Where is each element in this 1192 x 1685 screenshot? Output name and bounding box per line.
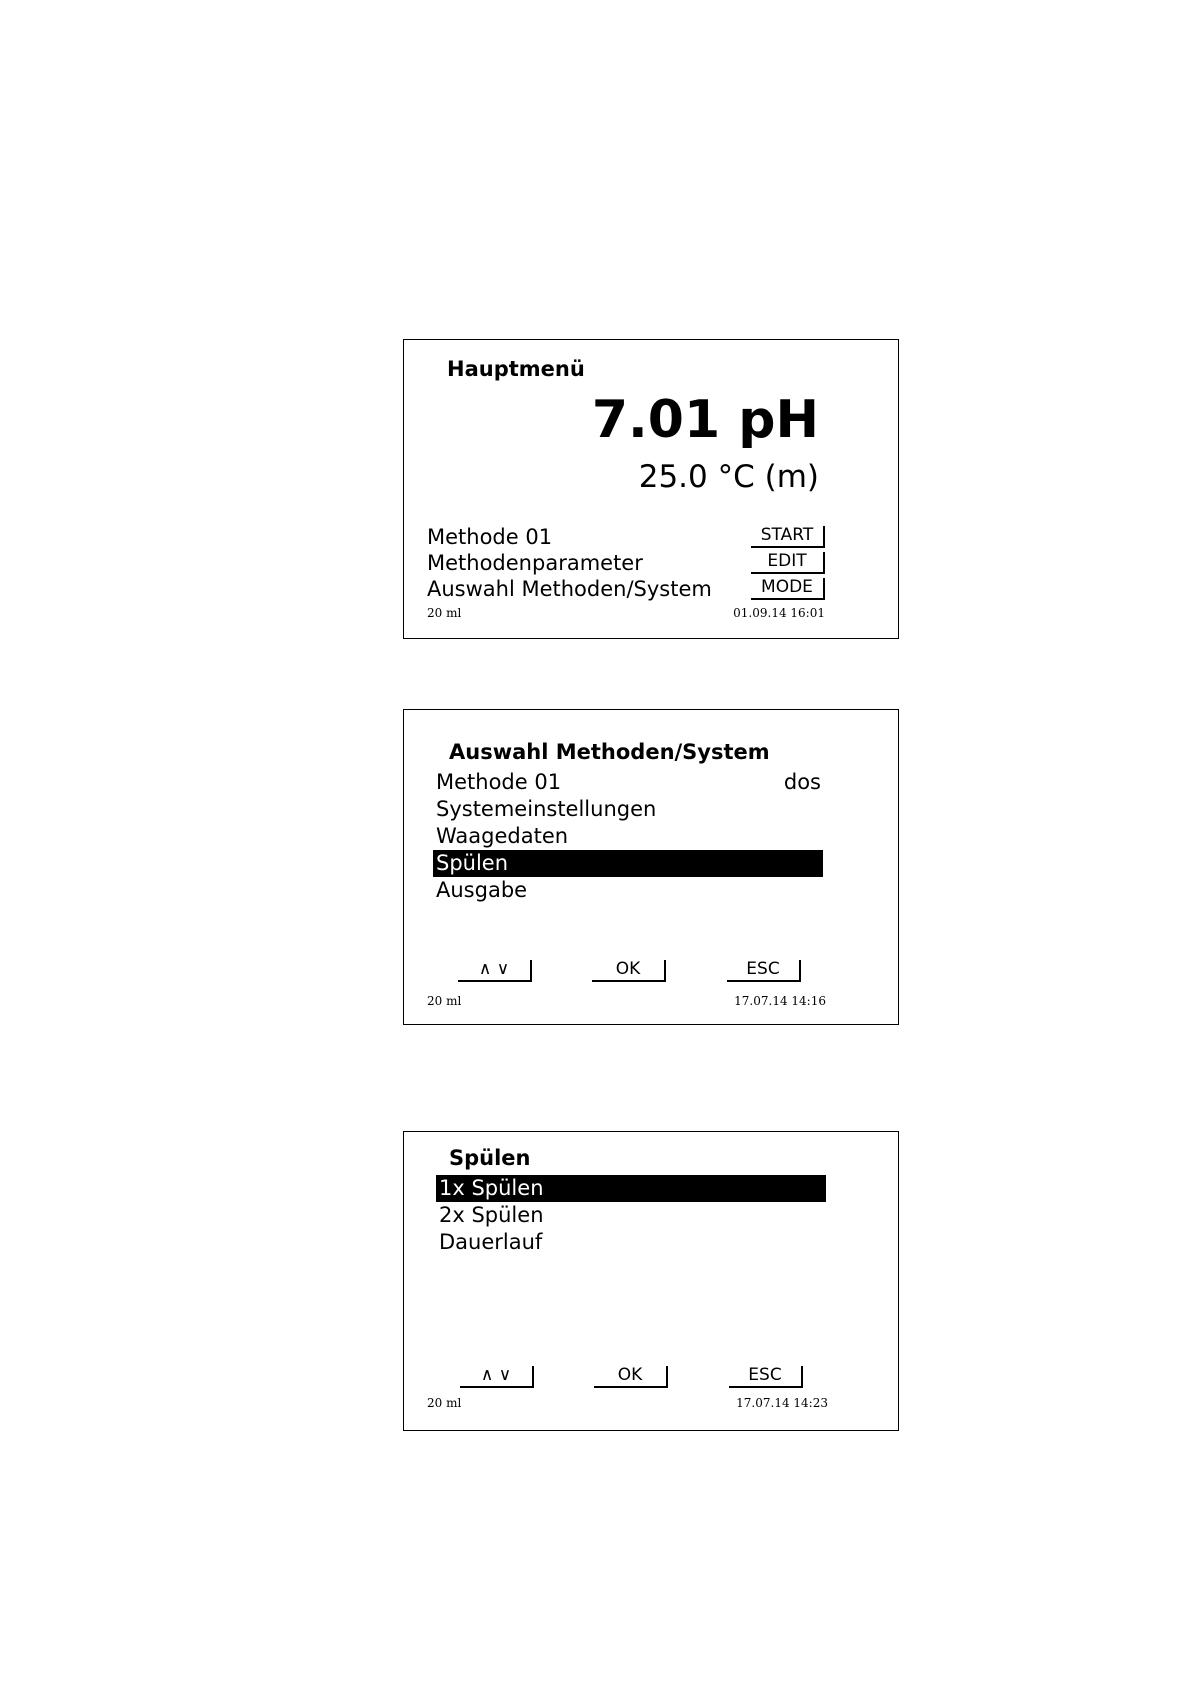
menu-item-rinse[interactable]: Spülen — [433, 850, 823, 877]
ph-reading: 7.01 pH — [591, 390, 819, 450]
method-select-screen — [403, 709, 899, 1025]
ok-button[interactable]: OK — [594, 1366, 668, 1388]
up-down-button[interactable]: ∧ ∨ — [460, 1366, 534, 1388]
menu-item-rinse-once[interactable]: 1x Spülen — [436, 1175, 826, 1202]
screen-title: Auswahl Methoden/System — [449, 740, 770, 764]
method-system-selection-label: Auswahl Methoden/System — [427, 577, 712, 601]
burette-volume: 20 ml — [427, 606, 462, 620]
burette-volume: 20 ml — [427, 1396, 462, 1410]
main-menu-screen — [403, 339, 899, 639]
menu-item-continuous-run[interactable]: Dauerlauf — [439, 1230, 543, 1254]
method-parameters-label: Methodenparameter — [427, 551, 643, 575]
datetime: 01.09.14 16:01 — [733, 606, 825, 620]
datetime: 17.07.14 14:16 — [734, 994, 826, 1008]
temperature-reading: 25.0 °C (m) — [638, 459, 819, 495]
menu-item-balance-data[interactable]: Waagedaten — [436, 824, 569, 848]
method-type-label: dos — [783, 770, 821, 794]
menu-item-method-01[interactable]: Methode 01 — [436, 770, 562, 794]
mode-button[interactable]: MODE — [751, 578, 825, 600]
up-down-button[interactable]: ∧ ∨ — [458, 960, 532, 982]
method-name: Methode 01 — [427, 525, 553, 549]
screen-title: Hauptmenü — [447, 357, 585, 381]
edit-button[interactable]: EDIT — [751, 552, 825, 574]
esc-button[interactable]: ESC — [727, 960, 801, 982]
rinse-screen — [403, 1131, 899, 1431]
datetime: 17.07.14 14:23 — [736, 1396, 828, 1410]
ok-button[interactable]: OK — [592, 960, 666, 982]
menu-item-rinse-twice[interactable]: 2x Spülen — [439, 1203, 544, 1227]
menu-item-output[interactable]: Ausgabe — [436, 878, 528, 902]
esc-button[interactable]: ESC — [729, 1366, 803, 1388]
burette-volume: 20 ml — [427, 994, 462, 1008]
screen-title: Spülen — [449, 1146, 531, 1170]
start-button[interactable]: START — [751, 526, 825, 548]
menu-item-system-settings[interactable]: Systemeinstellungen — [436, 797, 657, 821]
